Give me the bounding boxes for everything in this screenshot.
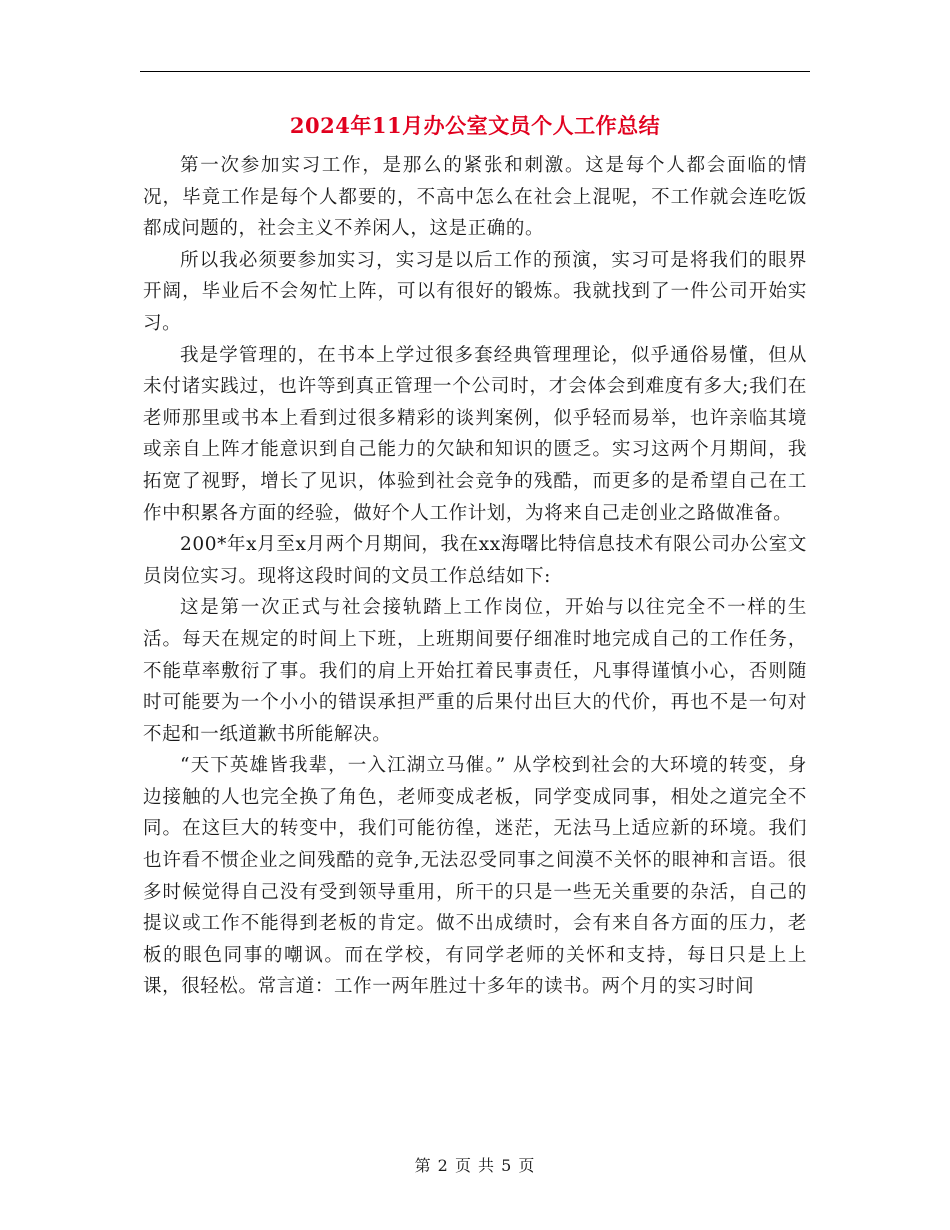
paragraph-2: 所以我必须要参加实习，实习是以后工作的预演，实习可是将我们的眼界开阔，毕业后不会匆忙上阵，可以有很好的锻炼。我就找到了一件公司开始实习。	[143, 249, 807, 334]
paragraph-5: 这是第一次正式与社会接轨踏上工作岗位，开始与以往完全不一样的生活。每天在规定的时间上下班，上班期间要仔细准时地完成自己的工作任务，不能草率敷衍了事。我们的肩上开始扛着民事责任，凡事得谨慎小心，否则随时可能要为一个小小的错误承担严重的后果付出巨大的代价，再也不是一句对不起和一纸道歉书所能解决。	[143, 597, 807, 745]
paragraph-4: 200*年x月至x月两个月期间，我在xx海曙比特信息技术有限公司办公室文员岗位实习。现将这段时间的文员工作总结如下:	[143, 534, 807, 587]
paragraph-1: 第一次参加实习工作，是那么的紧张和刺激。这是每个人都会面临的情况，毕竟工作是每个人都要的，不高中怎么在社会上混呢，不工作就会连吃饭都成问题的，社会主义不养闲人，这是正确的。	[143, 155, 807, 240]
header-rule	[140, 71, 810, 72]
document-title: 2024年11月办公室文员个人工作总结	[289, 113, 661, 138]
document-body	[143, 150, 807, 1003]
page-number-footer: 第 2 页 共 5 页	[414, 1156, 536, 1175]
paragraph-3: 我是学管理的，在书本上学过很多套经典管理理论，似乎通俗易懂，但从未付诸实践过，也许等到真正管理一个公司时，才会体会到难度有多大;我们在老师那里或书本上看到过很多精彩的谈判案例，似乎轻而易举，也许亲临其境或亲自上阵才能意识到自己能力的欠缺和知识的匮乏。实习这两个月期间，我拓宽了视野，增长了见识，体验到社会竞争的残酷，而更多的是希望自己在工作中积累各方面的经验，做好个人工作计划，为将来自己走创业之路做准备。	[143, 344, 807, 524]
paragraph-6: “天下英雄皆我辈，一入江湖立马催。” 从学校到社会的大环境的转变，身边接触的人也完全换了角色，老师变成老板，同学变成同事，相处之道完全不同。在这巨大的转变中，我们可能彷徨，迷茫，无法马上适应新的环境。我们也许看不惯企业之间残酷的竞争,无法忍受同事之间漠不关怀的眼神和言语。很多时候觉得自己没有受到领导重用，所干的只是一些无关重要的杂活，自己的提议或工作不能得到老板的肯定。做不出成绩时，会有来自各方面的压力，老板的眼色同事的嘲讽。而在学校，有同学老师的关怀和支持，每日只是上上课，很轻松。常言道：工作一两年胜过十多年的读书。两个月的实习时间	[143, 755, 807, 998]
